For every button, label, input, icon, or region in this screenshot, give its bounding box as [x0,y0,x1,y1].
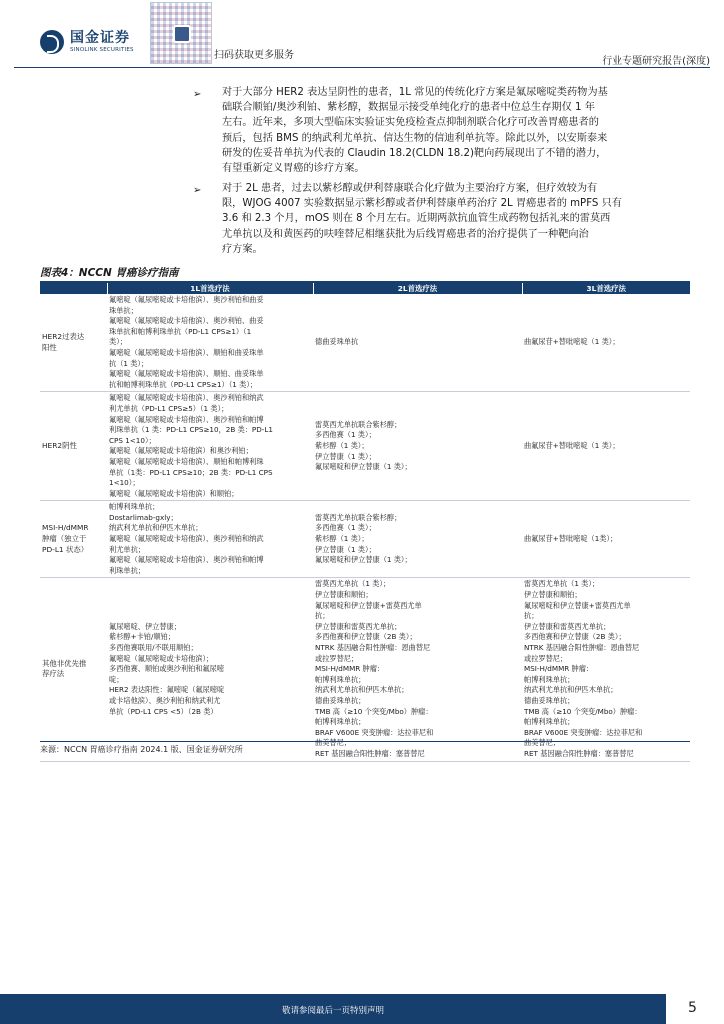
qr-center-logo-icon [173,25,191,43]
header-divider [14,67,710,68]
nccn-guideline-table [40,283,690,762]
sinolink-logo [40,30,134,54]
figure-source: 来源：NCCN 胃癌诊疗指南 2024.1 版、国金证券研究所 [40,745,243,754]
table-cell: 曲氟尿苷+替吡嘧啶（1类）； [522,501,690,578]
table-cell: 德曲妥珠单抗 [313,294,522,392]
paragraph-line: 对于大部分 HER2 表达呈阴性的患者，1L 常见的传统化疗方案是氟尿嘧啶类药物为基 [222,87,608,98]
bullet-paragraph-1 [222,85,690,176]
row-header: 其他非优先推 荐疗法 [40,578,107,761]
row-header: HER2阴性 [40,392,107,501]
paragraph-line: 础联合顺铂/奥沙利铂、紫杉醇，数据显示接受单纯化疗的患者中位总生存期仅 1 年 [222,102,595,114]
table-cell: 氟嘧啶（氟尿嘧啶或卡培他滨）、奥沙利铂和纳武 利尤单抗（PD-L1 CPS≥5）（1 类）； 氟嘧啶（氟尿嘧啶或卡培他滨）、奥沙利铂和帕博 利珠单抗（1 类：PD-L1 CPS≥10，2B 类：PD-L1 CPS 1<10）； 氟嘧啶（氟尿嘧啶或卡培他滨）和奥沙利铂； 氟嘧啶（氟尿嘧啶或卡培他滨）、顺铂和帕博利珠 单抗（1类：PD-L1 CPS≥10；2B 类：PD-L1 CPS 1<10）； 氟嘧啶（氟尿嘧啶或卡培他滨）和顺铂； [107,392,313,501]
table-cell: 雷莫西尤单抗（1 类）； 伊立替康和顺铂； 氟尿嘧啶和伊立替康+雷莫西尤单 抗； 伊立替康和雷莫西尤单抗； 多西他赛和伊立替康（2B 类）； NTRK 基因融合阳性肿瘤：恩曲替尼 或拉罗替尼； MSI-H/dMMR 肿瘤： 帕博利珠单抗； 纳武利尤单抗和伊匹木单抗； 德曲妥珠单抗； TMB 高（≥10 个突变/Mbo）肿瘤： 帕博利珠单抗； BRAF V600E 突变肿瘤：达拉菲尼和 曲美替尼； RET 基因融合阳性肿瘤：塞普替尼 [522,578,690,761]
table-header-row [40,283,690,294]
paragraph-line: 研发的佐妥昔单抗为代表的 Claudin 18.2(CLDN 18.2)靶向药展现出了不错的潜力， [222,147,607,159]
paragraph-line: 限，WJOG 4007 实验数据显示紫杉醇或者伊利替康单药治疗 2L 胃癌患者的 mPFS 只有 [222,198,622,210]
row-header: HER2过表达 阳性 [40,294,107,392]
paragraph-line: 有望重新定义胃癌的诊疗方案。 [222,163,365,175]
report-type-label: 行业专题研究报告(深度) [602,56,710,67]
column-header: 1L首选疗法 [107,283,313,294]
row-header: MSI-H/dMMR 肿瘤（独立于 PD-L1 状态） [40,501,107,578]
paragraph-line: 预后，包括 BMS 的纳武利尤单抗、信达生物的信迪利单抗等。除此以外，以安斯泰来 [222,132,608,144]
footer-disclaimer-link[interactable]: 敬请参阅最后一页特别声明 [281,1006,384,1016]
table-cell: 雷莫西尤单抗联合紫杉醇； 多西他赛（1 类）； 紫杉醇（1 类）； 伊立替康（1 类）； 氟尿嘧啶和伊立替康（1 类）； [313,501,522,578]
bullet-paragraph-2 [222,181,690,257]
page-number: 5 [688,1000,697,1016]
table-cell: 氟嘧啶（氟尿嘧啶或卡培他滨）、奥沙利铂和曲妥 珠单抗； 氟嘧啶（氟尿嘧啶或卡培他滨）、奥沙利铂、曲妥 珠单抗和帕博利珠单抗（PD-L1 CPS≥1）（1 类）； 氟嘧啶（氟尿嘧啶或卡培他滨）、顺铂和曲妥珠单 抗（1 类）； 氟嘧啶（氟尿嘧啶或卡培他滨）、顺铂、曲妥珠单 抗和帕博利珠单抗（PD-L1 CPS≥1）（1 类）； [107,294,313,392]
column-header: 3L首选疗法 [522,283,690,294]
source-divider [40,741,690,742]
qr-caption: 扫码获取更多服务 [214,50,294,61]
paragraph-line: 尤单抗以及和黄医药的呋喹替尼相继获批为后线胃癌患者的治疗提供了一种靶向治 [222,228,589,240]
table-row [40,578,690,761]
paragraph-line: 疗方案。 [222,243,263,255]
page-header [0,0,724,72]
table-row [40,501,690,578]
table-cell: 曲氟尿苷+替吡嘧啶（1 类）； [522,392,690,501]
table-cell: 曲氟尿苷+替吡嘧啶（1 类）； [522,294,690,392]
table-cell: 雷莫西尤单抗（1 类）； 伊立替康和顺铂； 氟尿嘧啶和伊立替康+雷莫西尤单 抗； 伊立替康和雷莫西尤单抗； 多西他赛和伊立替康（2B 类）； NTRK 基因融合阳性肿瘤：恩曲替尼 或拉罗替尼； MSI-H/dMMR 肿瘤： 帕博利珠单抗； 纳武利尤单抗和伊匹木单抗； 德曲妥珠单抗； TMB 高（≥10 个突变/Mbo）肿瘤： 帕博利珠单抗； BRAF V600E 突变肿瘤：达拉菲尼和 曲美替尼； RET 基因融合阳性肿瘤：塞普替尼 [313,578,522,761]
sinolink-logo-icon [40,30,64,54]
column-header: 2L首选疗法 [313,283,522,294]
bullet-arrow-icon: ➢ [193,185,202,196]
table-row [40,392,690,501]
logo-en-text: SINOLINK SECURITIES [70,47,134,53]
table-cell: 帕博利珠单抗； Dostarlimab-gxly； 纳武利尤单抗和伊匹木单抗； 氟嘧啶（氟尿嘧啶或卡培他滨）、奥沙利铂和纳武 利尤单抗； 氟嘧啶（氟尿嘧啶或卡培他滨）、奥沙利铂和帕博 利珠单抗； [107,501,313,578]
qr-code-icon[interactable] [150,2,212,64]
column-header [40,283,107,294]
paragraph-line: 3.6 和 2.3 个月，mOS 则在 8 个月左右。近期两款抗血管生成药物包括礼来的雷莫西 [222,213,611,225]
paragraph-line: 对于 2L 患者，过去以紫杉醇或伊利替康联合化疗做为主要治疗方案，但疗效较为有 [222,183,598,194]
bullet-arrow-icon: ➢ [193,89,202,100]
logo-cn-text: 国金证券 [70,30,130,46]
paragraph-line: 左右。近年来，多项大型临床实验证实免疫检查点抑制剂联合化疗可改善胃癌患者的 [222,117,599,129]
table-cell: 氟尿嘧啶、伊立替康； 紫杉醇+卡铂/顺铂； 多西他赛联用/不联用顺铂； 氟嘧啶（氟尿嘧啶或卡培他滨）； 多西他赛、顺铂或奥沙利铂和氟尿嘧 啶； HER2 表达阳性：氟嘧啶（氟尿嘧啶 或卡培他滨）、奥沙利铂和纳武利尤 单抗（PD-L1 CPS <5）（2B 类） [107,578,313,761]
table-cell: 雷莫西尤单抗联合紫杉醇； 多西他赛（1 类）； 紫杉醇（1 类）； 伊立替康（1 类）； 氟尿嘧啶和伊立替康（1 类）； [313,392,522,501]
table-row [40,294,690,392]
figure-title: 图表4：NCCN 胃癌诊疗指南 [40,267,179,279]
